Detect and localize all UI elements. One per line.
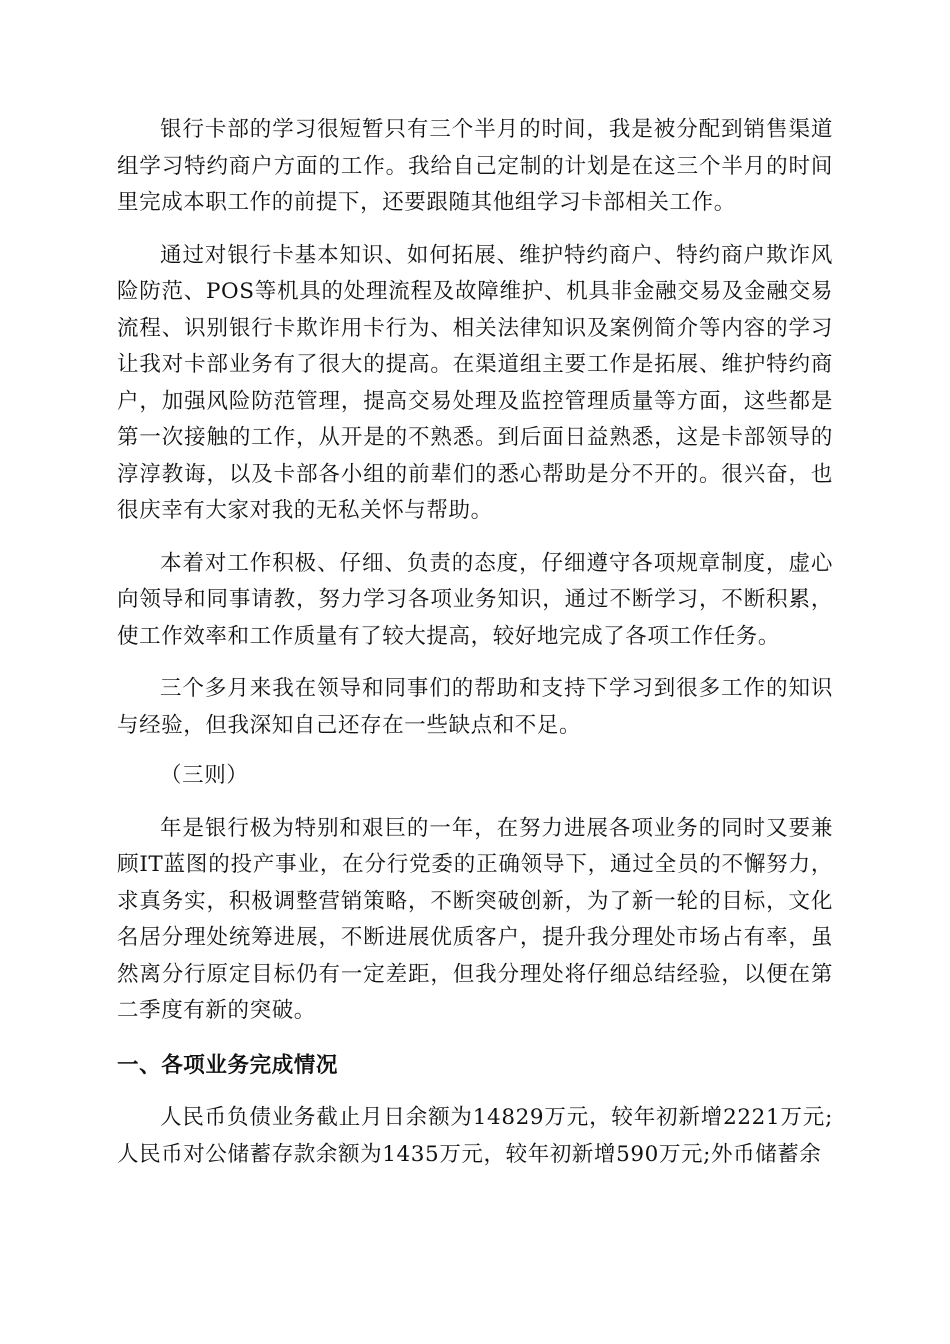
paragraph-6: 人民币负债业务截止月日余额为14829万元，较年初新增2221万元;人民币对公储蓄存款余额为1435万元，较年初新增590万元;外币储蓄余 — [117, 1105, 833, 1167]
paragraph-4: 三个多月来我在领导和同事们的帮助和支持下学习到很多工作的知识与经验，但我深知自己还存在一些缺点和不足。 — [117, 676, 833, 738]
section-heading: 一、各项业务完成情况 — [117, 1052, 339, 1078]
paragraph-1: 银行卡部的学习很短暂只有三个半月的时间，我是被分配到销售渠道组学习特约商户方面的工作。我给自己定制的计划是在这三个半月的时间里完成本职工作的前提下，还要跟随其他组学习卡部相关工作。 — [117, 117, 833, 215]
document-page — [117, 112, 833, 1173]
section-note: （三则） — [160, 763, 249, 788]
paragraph-5: 年是银行极为特别和艰巨的一年，在努力进展各项业务的同时又要兼顾IT蓝图的投产事业，在分行党委的正确领导下，通过全员的不懈努力，求真务实，积极调整营销策略，不断突破创新，为了新一轮的目标，文化名居分理处统筹进展，不断进展优质客户，提升我分理处市场占有率，虽然离分行原定目标仍有一定差距，但我分理处将仔细总结经验，以便在第二季度有新的突破。 — [117, 815, 833, 1023]
paragraph-3: 本着对工作积极、仔细、负责的态度，仔细遵守各项规章制度，虚心向领导和同事请教，努力学习各项业务知识，通过不断学习，不断积累，使工作效率和工作质量有了较大提高，较好地完成了各项工作任务。 — [117, 550, 833, 649]
paragraph-2: 通过对银行卡基本知识、如何拓展、维护特约商户、特约商户欺诈风险防范、POS等机具的处理流程及故障维护、机具非金融交易及金融交易流程、识别银行卡欺诈用卡行为、相关法律知识及案例简介等内容的学习让我对卡部业务有了很大的提高。在渠道组主要工作是拓展、维护特约商户，加强风险防范管理，提高交易处理及监控管理质量等方面，这些都是第一次接触的工作，从开是的不熟悉。到后面日益熟悉，这是卡部领导的淳淳教诲，以及卡部各小组的前辈们的悉心帮助是分不开的。很兴奋，也很庆幸有大家对我的无私关怀与帮助。 — [117, 242, 833, 523]
